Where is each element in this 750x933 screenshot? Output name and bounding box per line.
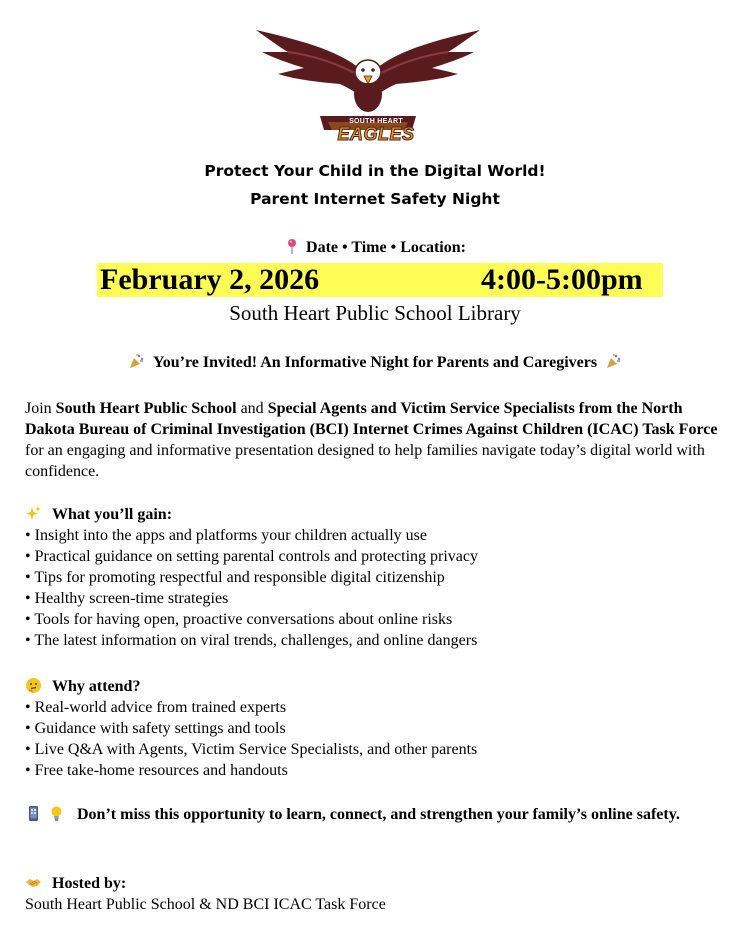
hosted-text: South Heart Public School & ND BCI ICAC Task Force (25, 896, 386, 913)
event-date: February 2, 2026 (100, 263, 320, 296)
title-line2: Parent Internet Safety Night (250, 190, 500, 208)
dtl-label (0, 238, 750, 257)
intro-text-3: for an engaging and informative presentation designed to help families navigate today’s digital world with confidence. (25, 442, 705, 480)
handshake-icon (25, 874, 42, 891)
gain-heading (25, 504, 172, 525)
list-item: • Practical guidance on setting parental controls and protecting privacy (25, 546, 735, 567)
why-list (25, 697, 735, 781)
party-popper-icon (605, 353, 622, 370)
invite-line (0, 353, 750, 372)
list-item: • Tools for having open, proactive conversations about online risks (25, 609, 735, 630)
pushpin-icon (284, 238, 300, 254)
why-heading-text: Why attend? (52, 678, 141, 695)
logo-line2: EAGLES (337, 124, 415, 144)
list-item: • Live Q&A with Agents, Victim Service Specialists, and other parents (25, 739, 735, 760)
gain-list (25, 525, 735, 651)
light-bulb-icon (48, 805, 65, 822)
logo-line1: SOUTH HEART (349, 118, 403, 125)
list-item: • Guidance with safety settings and tools (25, 718, 735, 739)
intro-bold-school: South Heart Public School (55, 400, 237, 417)
sparkles-icon (25, 505, 42, 522)
intro-text-1: Join (25, 400, 56, 417)
eagle-logo (248, 22, 488, 144)
list-item: • Real-world advice from trained experts (25, 697, 735, 718)
intro-bold-agents: Special Agents and Victim Service Specialists from the North Dakota Bureau of Criminal Investigation (BCI) Internet Crimes Against Children (ICAC) Task Force (25, 400, 718, 438)
list-item: • Tips for promoting respectful and responsible digital citizenship (25, 567, 735, 588)
invite-text: You’re Invited! An Informative Night for Parents and Caregivers (152, 354, 598, 371)
logo-banner (323, 118, 429, 148)
mobile-phone-icon (25, 805, 42, 822)
dont-miss-line (25, 804, 730, 825)
event-time: 4:00-5:00pm (481, 263, 643, 296)
title-line1: Protect Your Child in the Digital World! (204, 162, 546, 180)
hosted-heading-text: Hosted by: (52, 875, 127, 892)
list-item: • Healthy screen-time strategies (25, 588, 735, 609)
thinking-face-icon (25, 677, 42, 694)
dtl-text: Date • Time • Location: (306, 239, 466, 256)
why-heading (25, 676, 140, 697)
gain-heading-text: What you’ll gain: (52, 506, 173, 523)
eagle-icon (248, 22, 488, 130)
list-item: • Insight into the apps and platforms your children actually use (25, 525, 735, 546)
dont-miss-text: Don’t miss this opportunity to learn, connect, and strengthen your family’s online safety. (77, 806, 680, 823)
intro-text-2: and (236, 400, 268, 417)
hosted-heading (25, 873, 126, 894)
list-item: • The latest information on viral trends, challenges, and online dangers (25, 630, 735, 651)
event-location: South Heart Public School Library (229, 301, 521, 325)
intro-paragraph (25, 398, 735, 482)
list-item: • Free take-home resources and handouts (25, 760, 735, 781)
party-popper-icon (128, 353, 145, 370)
